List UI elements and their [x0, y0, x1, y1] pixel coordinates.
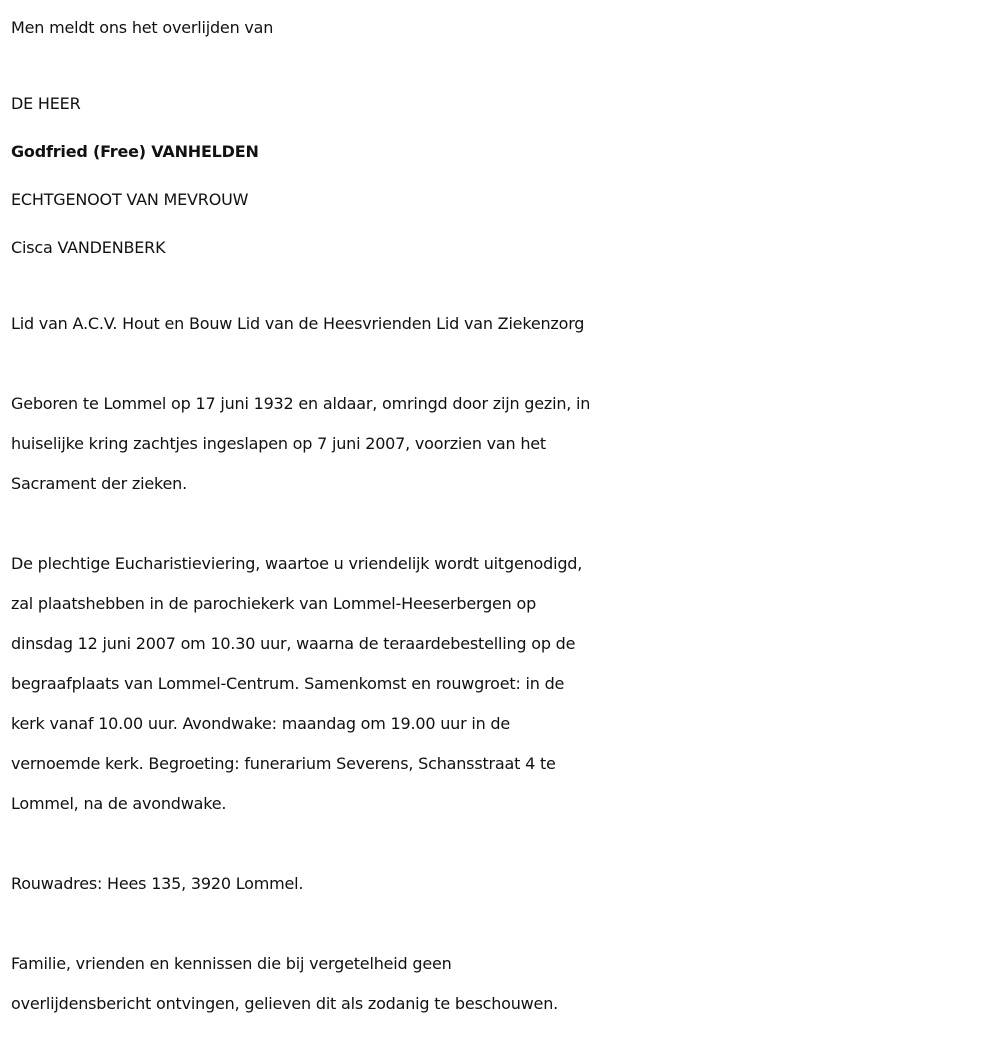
obituary-document	[11, 8, 991, 1024]
paragraph-line: huiselijke kring zachtjes ingeslapen op 7 juni 2007, voorzien van het	[11, 434, 547, 453]
spacer	[11, 504, 991, 544]
deceased-name: Godfried (Free) VANHELDEN	[11, 142, 259, 161]
paragraph-line: dinsdag 12 juni 2007 om 10.30 uur, waarna de teraardebestelling op de	[11, 634, 576, 653]
memberships-text: Lid van A.C.V. Hout en Bouw Lid van de Heesvrienden Lid van Ziekenzorg	[11, 314, 585, 333]
honorific-title: DE HEER	[11, 94, 81, 113]
birth-death-paragraph	[11, 384, 991, 504]
ceremony-paragraph	[11, 544, 991, 824]
spouse-label: ECHTGENOOT VAN MEVROUW	[11, 190, 249, 209]
intro-text: Men meldt ons het overlijden van	[11, 18, 274, 37]
paragraph-line: overlijdensbericht ontvingen, gelieven dit als zodanig te beschouwen.	[11, 994, 559, 1013]
paragraph-line: Sacrament der zieken.	[11, 474, 187, 493]
name-block	[11, 80, 991, 272]
paragraph-line: Lommel, na de avondwake.	[11, 794, 227, 813]
spacer	[11, 824, 991, 864]
spacer	[11, 904, 991, 944]
spacer	[11, 272, 991, 304]
paragraph-line: zal plaatshebben in de parochiekerk van Lommel-Heeserbergen op	[11, 594, 537, 613]
notice-paragraph	[11, 944, 991, 1024]
spacer	[11, 48, 991, 80]
paragraph-line: kerk vanaf 10.00 uur. Avondwake: maandag om 19.00 uur in de	[11, 714, 511, 733]
paragraph-line: De plechtige Eucharistieviering, waartoe u vriendelijk wordt uitgenodigd,	[11, 554, 583, 573]
paragraph-line: begraafplaats van Lommel-Centrum. Samenkomst en rouwgroet: in de	[11, 674, 565, 693]
spouse-name: Cisca VANDENBERK	[11, 238, 166, 257]
paragraph-line: Familie, vrienden en kennissen die bij vergetelheid geen	[11, 954, 452, 973]
spacer	[11, 344, 991, 384]
paragraph-line: vernoemde kerk. Begroeting: funerarium Severens, Schansstraat 4 te	[11, 754, 556, 773]
paragraph-line: Geboren te Lommel op 17 juni 1932 en aldaar, omringd door zijn gezin, in	[11, 394, 591, 413]
address-text: Rouwadres: Hees 135, 3920 Lommel.	[11, 874, 304, 893]
